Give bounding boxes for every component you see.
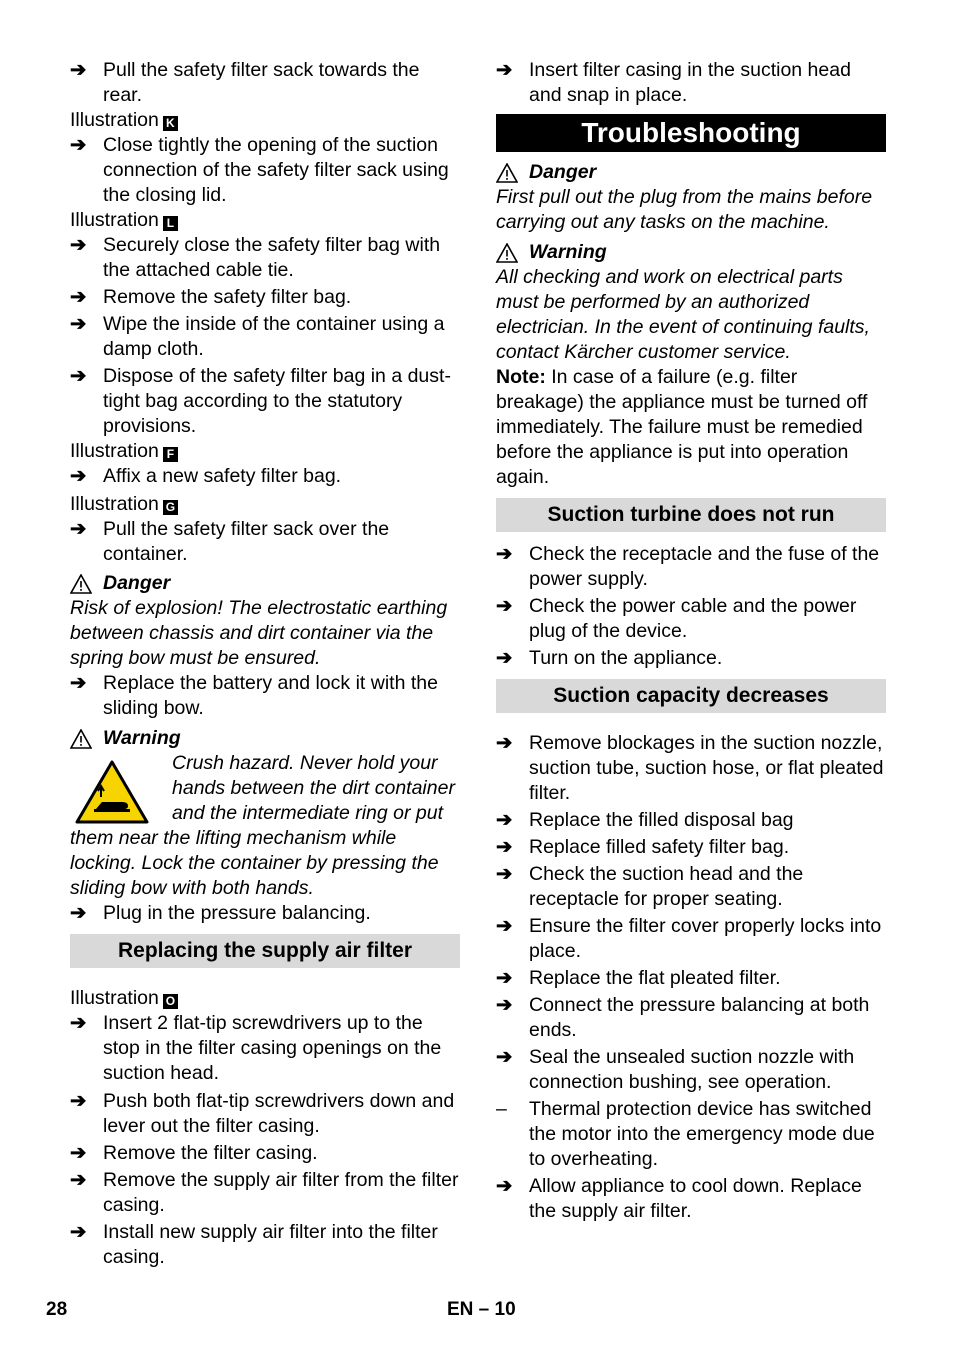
arrow-right-icon: ➔ <box>496 809 513 831</box>
step-item: ➔ Ensure the filter cover properly locks into place. <box>496 915 882 962</box>
step-item: ➔ Turn on the appliance. <box>496 647 723 669</box>
warning-heading: Warning <box>496 240 886 265</box>
section-heading: Suction capacity decreases <box>496 679 886 713</box>
arrow-right-icon: ➔ <box>70 902 87 924</box>
step-item: ➔ Replace the flat pleated filter. <box>496 967 781 989</box>
arrow-right-icon: ➔ <box>70 518 87 540</box>
arrow-right-icon: ➔ <box>70 234 87 256</box>
step-item: ➔ Replace the filled disposal bag <box>496 809 794 831</box>
arrow-right-icon: ➔ <box>496 1175 513 1197</box>
arrow-right-icon: ➔ <box>496 1046 513 1068</box>
page-number: 28 <box>46 1299 68 1320</box>
step-item: ➔ Install new supply air filter into the filter casing. <box>70 1221 438 1268</box>
section-heading: Suction turbine does not run <box>496 498 886 532</box>
illustration-letter-badge: F <box>163 447 178 462</box>
arrow-right-icon: ➔ <box>70 313 87 335</box>
arrow-right-icon: ➔ <box>70 1142 87 1164</box>
note-paragraph: Note: In case of a failure (e.g. filter breakage) the appliance must be turned off immediately. The failure must be remedied before the appliance is put into operation again. <box>496 366 868 488</box>
arrow-right-icon: ➔ <box>496 994 513 1016</box>
danger-heading: Danger <box>70 571 460 596</box>
step-item: ➔ Allow appliance to cool down. Replace the supply air filter. <box>496 1175 862 1222</box>
arrow-right-icon: ➔ <box>496 59 513 81</box>
arrow-right-icon: ➔ <box>496 732 513 754</box>
illustration-ref: Illustration G <box>70 492 460 517</box>
arrow-right-icon: ➔ <box>496 915 513 937</box>
step-item: ➔ Securely close the safety filter bag with the attached cable tie. <box>70 234 441 281</box>
step-item: ➔ Replace the battery and lock it with the sliding bow. <box>70 672 438 719</box>
left-column <box>70 58 460 1270</box>
warning-text: All checking and work on electrical parts must be performed by an authorized electrician. In the event of continuing faults, contact Kärcher customer service. <box>496 266 870 363</box>
arrow-right-icon: ➔ <box>70 1012 87 1034</box>
illustration-letter-badge: L <box>163 216 178 231</box>
arrow-right-icon: ➔ <box>496 543 513 565</box>
arrow-right-icon: ➔ <box>70 134 87 156</box>
step-item: ➔ Check the power cable and the power plug of the device. <box>496 595 857 642</box>
step-item: ➔ Replace filled safety filter bag. <box>496 836 790 858</box>
step-item: ➔ Wipe the inside of the container using a damp cloth. <box>70 313 445 360</box>
arrow-right-icon: ➔ <box>496 863 513 885</box>
illustration-letter-badge: O <box>163 994 178 1009</box>
section-page-label: EN – 10 <box>447 1299 516 1320</box>
danger-text: Risk of explosion! The electrostatic earthing between chassis and dirt container via the spring bow must be ensured. <box>70 597 448 669</box>
illustration-letter-badge: G <box>163 500 178 515</box>
arrow-right-icon: ➔ <box>496 647 513 669</box>
arrow-right-icon: ➔ <box>70 672 87 694</box>
warning-triangle-icon <box>496 163 518 183</box>
step-item: ➔ Insert 2 flat-tip screwdrivers up to the stop in the filter casing openings on the suction head. <box>70 1012 442 1084</box>
step-item: ➔ Seal the unsealed suction nozzle with connection bushing, see operation. <box>496 1046 855 1093</box>
illustration-ref: Illustration L <box>70 208 460 233</box>
arrow-right-icon: ➔ <box>496 595 513 617</box>
step-item: ➔ Check the receptacle and the fuse of the power supply. <box>496 543 880 590</box>
illustration-ref: Illustration K <box>70 108 460 133</box>
cause-item: – Thermal protection device has switched the motor into the emergency mode due to overheating. <box>496 1098 875 1170</box>
arrow-right-icon: ➔ <box>70 286 87 308</box>
section-heading: Replacing the supply air filter <box>70 934 460 968</box>
arrow-right-icon: ➔ <box>496 967 513 989</box>
step-item: ➔ Pull the safety filter sack towards the rear. <box>70 59 420 106</box>
step-item: ➔ Pull the safety filter sack over the container. <box>70 518 390 565</box>
chapter-title: Troubleshooting <box>496 114 886 152</box>
warning-block <box>70 751 460 901</box>
warning-triangle-icon <box>70 729 92 749</box>
arrow-right-icon: ➔ <box>70 365 87 387</box>
dash-bullet-icon: – <box>496 1098 507 1120</box>
step-item: ➔ Connect the pressure balancing at both ends. <box>496 994 870 1041</box>
danger-text: First pull out the plug from the mains before carrying out any tasks on the machine. <box>496 186 873 233</box>
right-column <box>496 58 886 1224</box>
step-item: ➔ Remove the safety filter bag. <box>70 286 352 308</box>
step-item: ➔ Affix a new safety filter bag. <box>70 465 342 487</box>
note-label: Note: <box>496 366 546 388</box>
step-item: ➔ Remove the supply air filter from the filter casing. <box>70 1169 459 1216</box>
step-item: ➔ Remove blockages in the suction nozzle, suction tube, suction hose, or flat pleated filter. <box>496 732 884 804</box>
danger-heading: Danger <box>496 160 886 185</box>
arrow-right-icon: ➔ <box>496 836 513 858</box>
arrow-right-icon: ➔ <box>70 1221 87 1243</box>
warning-triangle-icon <box>496 243 518 263</box>
warning-text: Crush hazard. Never hold your hands between the dirt container and the intermediate ring or put them near the lifting mechanism while locking. Lock the container by pressing the sliding bow with both hands. <box>70 752 455 899</box>
step-item: ➔ Push both flat-tip screwdrivers down and lever out the filter casing. <box>70 1090 455 1137</box>
step-item: ➔ Remove the filter casing. <box>70 1142 318 1164</box>
step-item: ➔ Dispose of the safety filter bag in a dust-tight bag according to the statutory provisions. <box>70 365 451 437</box>
arrow-right-icon: ➔ <box>70 1169 87 1191</box>
warning-heading: Warning <box>70 726 460 751</box>
step-item: ➔ Check the suction head and the receptacle for proper seating. <box>496 863 804 910</box>
illustration-ref: Illustration F <box>70 439 460 464</box>
illustration-letter-badge: K <box>163 116 178 131</box>
arrow-right-icon: ➔ <box>70 59 87 81</box>
step-item: ➔ Close tightly the opening of the suction connection of the safety filter sack using the closing lid. <box>70 134 449 206</box>
hand-crush-hazard-icon <box>74 759 150 825</box>
illustration-ref: Illustration O <box>70 986 460 1011</box>
arrow-right-icon: ➔ <box>70 465 87 487</box>
warning-triangle-icon <box>70 574 92 594</box>
step-item: ➔ Insert filter casing in the suction head and snap in place. <box>496 59 851 106</box>
step-item: ➔ Plug in the pressure balancing. <box>70 902 371 924</box>
arrow-right-icon: ➔ <box>70 1090 87 1112</box>
